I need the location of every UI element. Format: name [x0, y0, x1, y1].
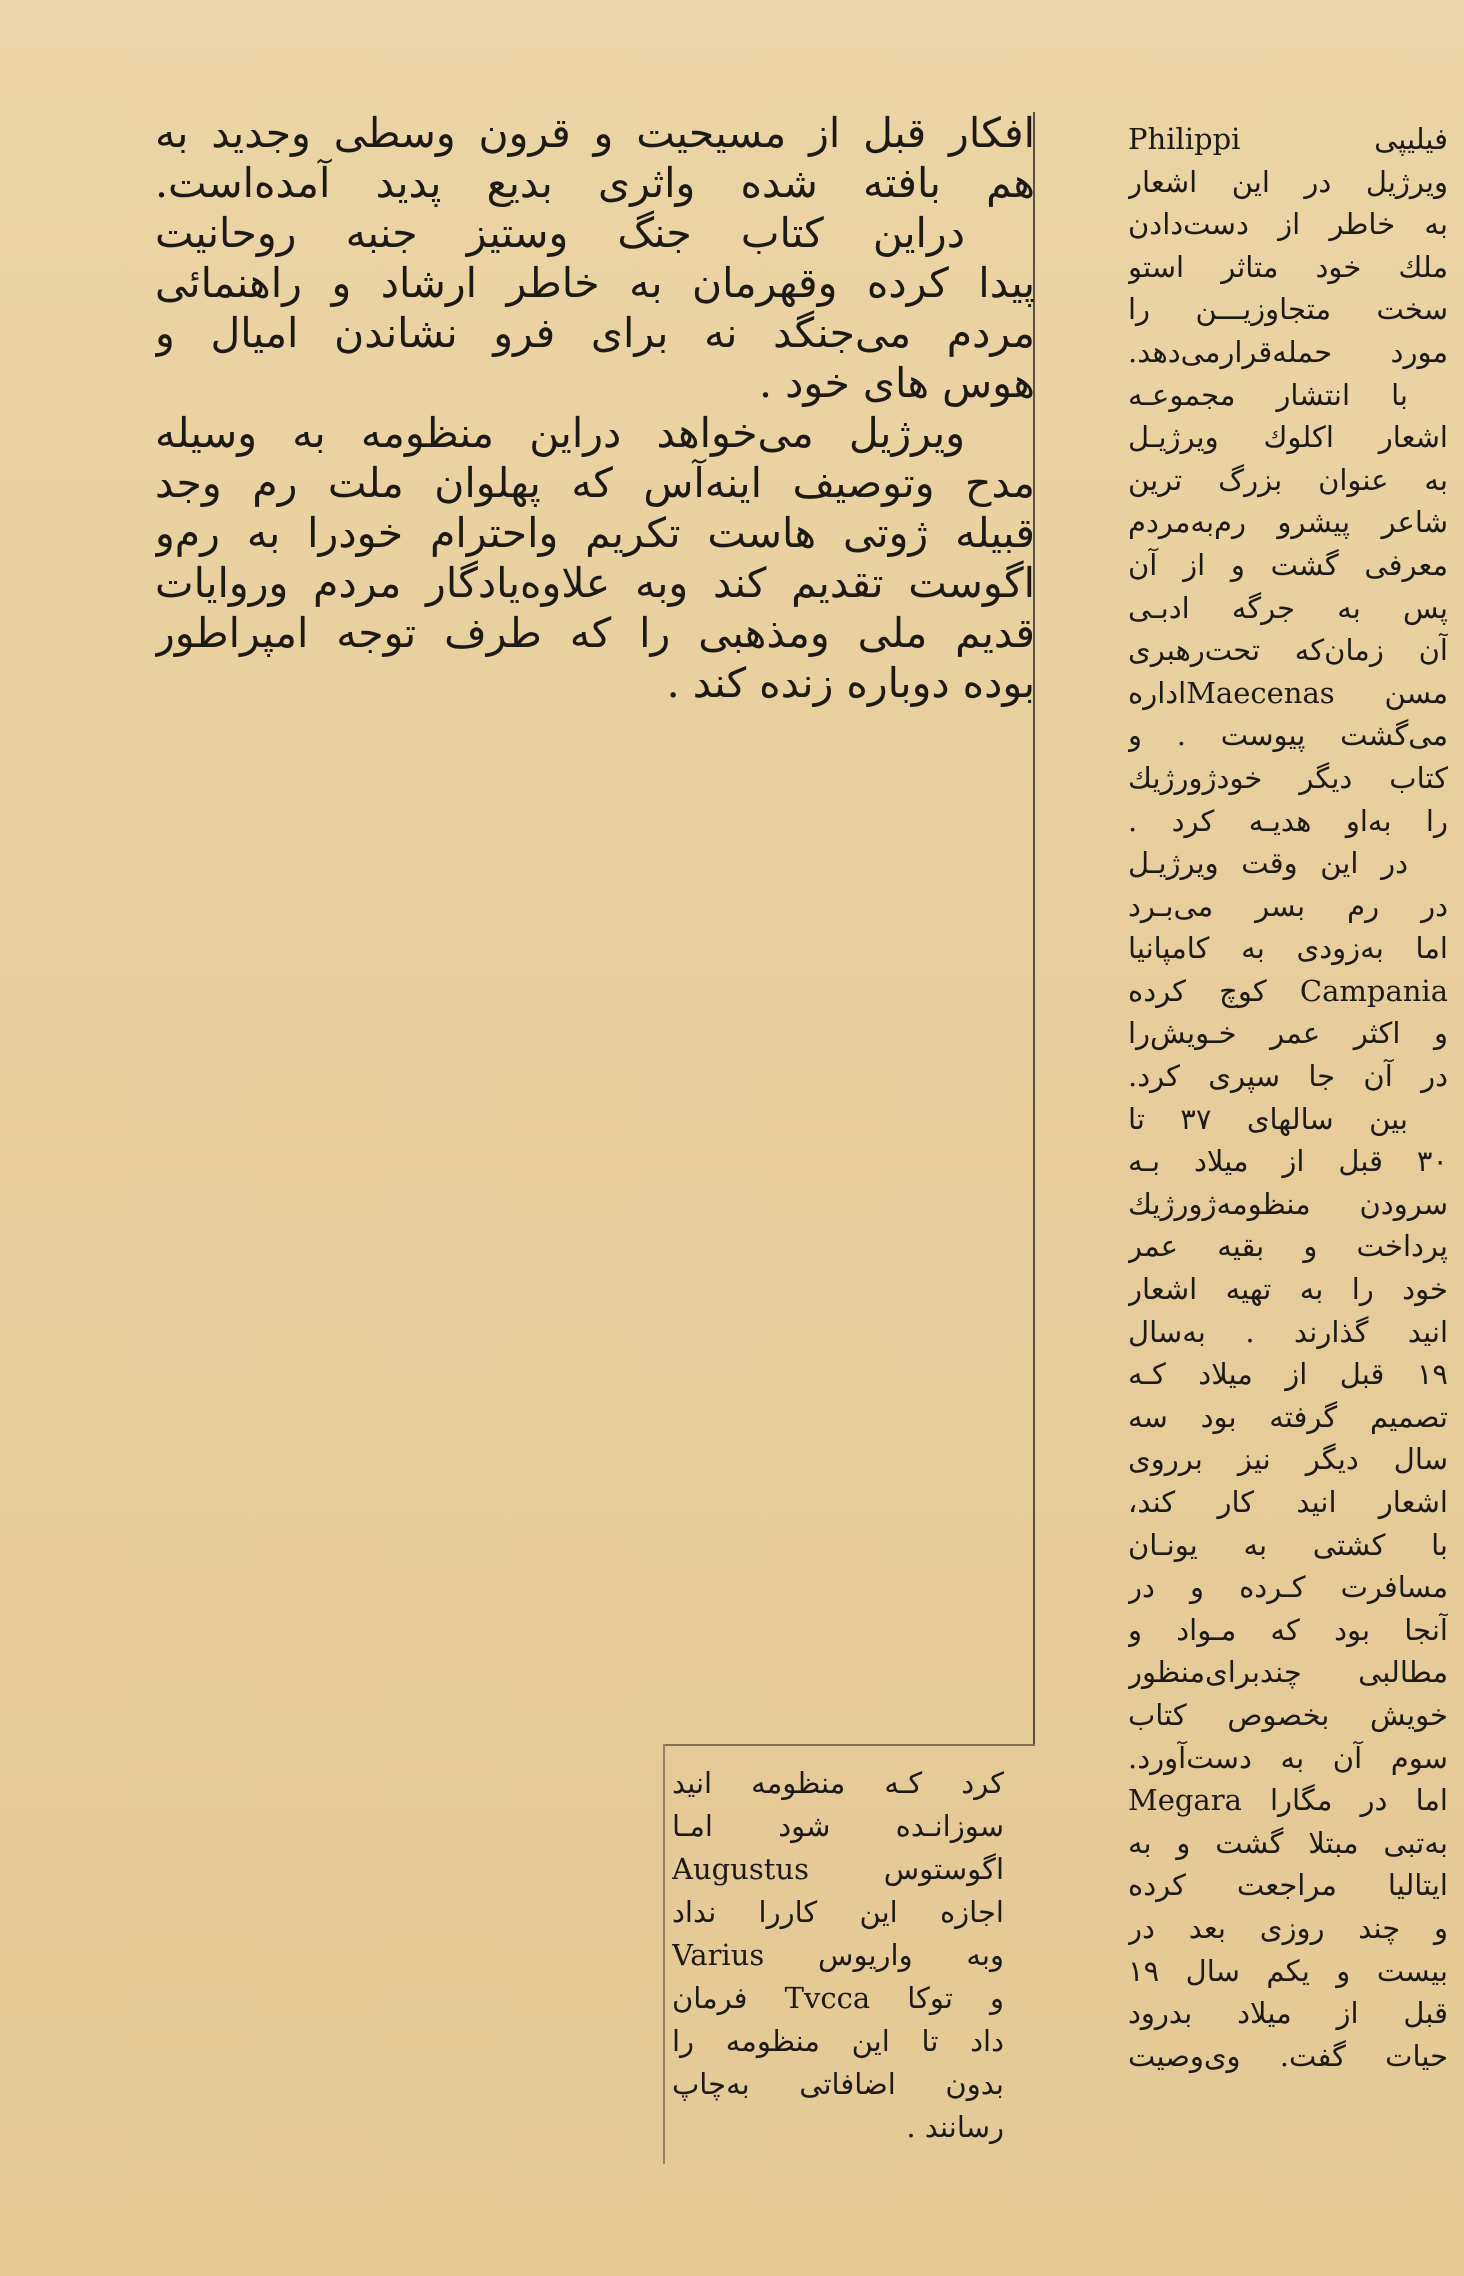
- side-line: سرودن منظومه‌ژورژیك: [1128, 1186, 1448, 1221]
- side-line: به‌تبی مبتلا گشت و به: [1128, 1825, 1448, 1860]
- side-line: به عنوان بزرگ ترین: [1128, 462, 1448, 497]
- side-line: خویش بخصوص کتاب: [1128, 1697, 1448, 1732]
- side-line: مورد حمله‌قرارمی‌دهد.: [1128, 334, 1448, 369]
- side-line: در این وقت ویرژیـل: [1128, 846, 1408, 881]
- side-line: Campania کوچ کرده: [1128, 973, 1448, 1008]
- side-line: بیست و یکم سال ۱۹: [1128, 1953, 1448, 1988]
- main-line: هوس های خود .: [759, 359, 1035, 407]
- main-line: بوده دوباره زنده کند .: [666, 659, 1035, 707]
- bottom-column: [672, 1762, 1004, 2149]
- bottom-line: سوزانـده شود امـا: [672, 1809, 1004, 1843]
- side-line: به خاطر از دست‌دادن: [1128, 207, 1448, 242]
- side-line: ایتالیا مراجعت کرده: [1128, 1868, 1448, 1903]
- main-column: [155, 108, 1035, 708]
- side-line: را به‌او هدیـه کرد .: [1128, 803, 1448, 838]
- main-line: مدح وتوصیف اینه‌آس که پهلوان ملت رم وجد: [155, 459, 1035, 507]
- side-line: در رم بسر می‌بـرد: [1128, 888, 1448, 923]
- side-line: ویرژیل در این اشعار: [1128, 164, 1448, 199]
- side-line: و اکثر عمر خـویش‌را: [1128, 1016, 1448, 1051]
- side-line: ملك خود متاثر استو: [1128, 249, 1448, 284]
- side-line: سوم آن به دست‌آورد.: [1128, 1740, 1448, 1775]
- side-line: انید گذارند . به‌سال: [1128, 1314, 1448, 1349]
- side-line: سال دیگر نیز برروی: [1128, 1442, 1448, 1477]
- side-line: فیلیپی Philippi: [1128, 122, 1448, 156]
- main-line: پیدا کرده وقهرمان به خاطر ارشاد و راهنمائی: [155, 259, 1035, 307]
- side-line: شاعر پیشرو رم‌به‌مردم: [1128, 505, 1448, 540]
- side-line: در آن جا سپری کرد.: [1128, 1059, 1448, 1094]
- main-line: هم بافته شده واثری بدیع پدید آمده‌است.: [155, 159, 1035, 207]
- bottom-box-top-rule: [665, 1744, 1035, 1746]
- side-line: مسن Maecenasاداره: [1128, 675, 1448, 710]
- side-line: آنجا بود که مـواد و: [1128, 1612, 1448, 1647]
- side-line: اما در مگارا Megara: [1128, 1783, 1448, 1818]
- side-line: حیات گفت. وی‌وصیت: [1128, 2038, 1448, 2073]
- side-line: سخت متجاوزیـــن را: [1128, 292, 1448, 327]
- side-line: اشعار اکلوك ویرژیـل: [1128, 420, 1448, 455]
- side-line: بین سالهای ۳۷ تا: [1128, 1101, 1408, 1136]
- side-line: پس به جرگه ادبـی: [1128, 590, 1448, 625]
- bottom-line: داد تا این منظومه را: [672, 2024, 1004, 2058]
- side-line: و چند روزی بعد در: [1128, 1910, 1448, 1945]
- side-line: قبل از میلاد بدرود: [1128, 1996, 1448, 2031]
- side-line: ۱۹ قبل از میلاد کـه: [1128, 1357, 1448, 1392]
- bottom-line: و توکا Tvcca فرمان: [672, 1981, 1004, 2015]
- main-line: دراین کتاب جنگ وستیز جنبه روحانیت: [155, 209, 965, 257]
- side-line: ۳۰ قبل از میلاد بـه: [1128, 1144, 1448, 1179]
- side-line: اما به‌زودی به کامپانیا: [1128, 931, 1448, 966]
- main-line: مردم می‌جنگد نه برای فرو نشاندن امیال و: [155, 309, 1035, 357]
- side-line: تصمیم گرفته بود سه: [1128, 1399, 1448, 1434]
- main-line: قدیم ملی ومذهبی را که طرف توجه امپراطور: [155, 609, 1035, 657]
- side-line: معرفی گشت و از آن: [1128, 547, 1448, 582]
- side-line: اشعار انید کار کند،: [1128, 1485, 1448, 1519]
- side-line: با کشتی به یونـان: [1128, 1527, 1448, 1562]
- main-line: اگوست تقدیم کند وبه علاوه‌یادگار مردم وروایات: [155, 559, 1035, 607]
- side-column: [1128, 118, 1448, 2077]
- bottom-line: اگوستوس Augustus: [672, 1852, 1004, 1886]
- side-line: خود را به تهیه اشعار: [1128, 1272, 1448, 1307]
- side-line: مسافرت کـرده و در: [1128, 1570, 1448, 1605]
- side-line: کتاب دیگر خودژورژیك: [1128, 760, 1448, 795]
- side-line: با انتشار مجموعـه: [1128, 377, 1408, 412]
- side-line: پرداخت و بقیه عمر: [1128, 1229, 1448, 1264]
- main-line: ویرژیل می‌خواهد دراین منظومه به وسیله: [155, 409, 965, 457]
- side-line: می‌گشت پیوست . و: [1128, 718, 1448, 753]
- side-line: آن زمان‌که تحت‌رهبری: [1128, 633, 1448, 668]
- bottom-line: رسانند .: [906, 2110, 1004, 2144]
- bottom-line: بدون اضافاتی به‌چاپ: [672, 2067, 1004, 2101]
- bottom-line: وبه واریوس Varius: [672, 1938, 1004, 1972]
- bottom-line: کرد کـه منظومه انید: [672, 1766, 1004, 1800]
- main-line: قبیله ژوتی هاست تکریم واحترام خودرا به رم‌و: [155, 509, 1035, 557]
- side-line: مطالبی چندبرای‌منظور: [1128, 1655, 1448, 1690]
- bottom-line: اجازه این کاررا نداد: [672, 1895, 1004, 1929]
- main-line: افکار قبل از مسیحیت و قرون وسطی وجدید به: [155, 109, 1035, 157]
- bottom-box-side-rule: [663, 1744, 665, 2164]
